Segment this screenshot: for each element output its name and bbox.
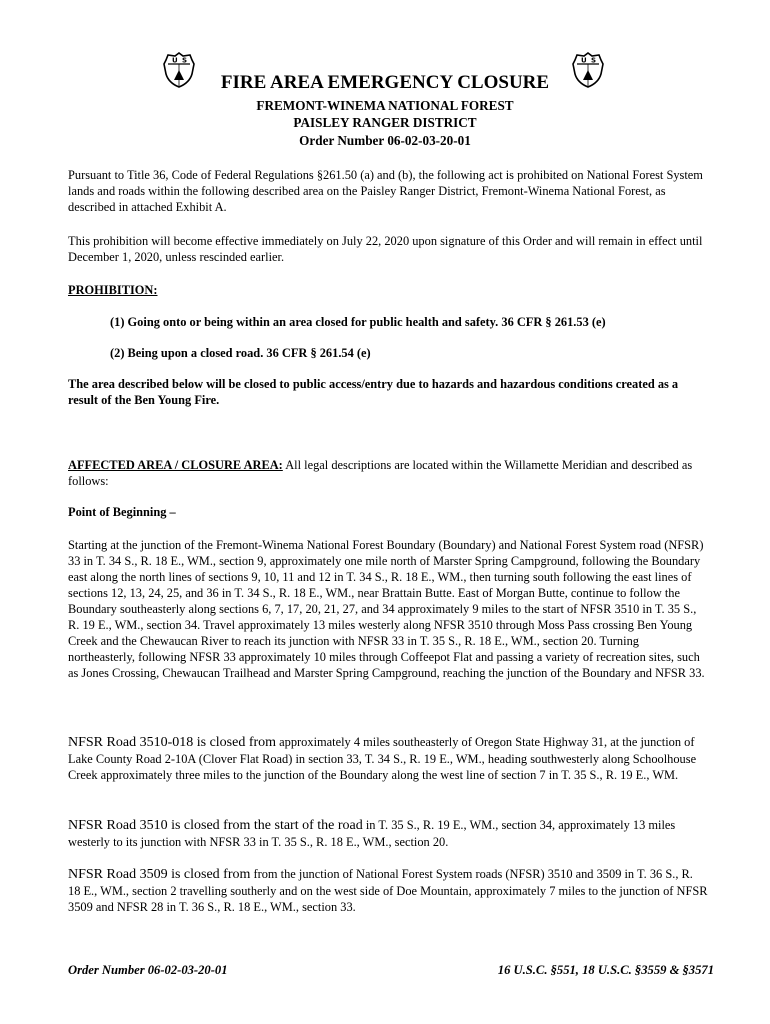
shield-letter-s: S (182, 56, 188, 65)
effective-date-paragraph: This prohibition will become effective immediately on July 22, 2020 upon signature of this Order and will remain in effect until December 1, 2020, unless rescinded earlier. (68, 234, 703, 264)
order-number: Order Number 06-02-03-20-01 (299, 133, 471, 148)
prohibition-item-2: (2) Being upon a closed road. 36 CFR § 261.54 (e) (110, 346, 371, 360)
forest-name: FREMONT-WINEMA NATIONAL FOREST (256, 98, 514, 113)
point-of-beginning-text: Starting at the junction of the Fremont-Winema National Forest Boundary (Boundary) and National Forest System road (NFSR) 33 in T. 34 S., R. 18 E., WM., section 9, approximately one mile north of Marster Spring Campground, following the Boundary east along the north lines of sections 9, 10, 11 and 12 in T. 34 S., R. 18 E., WM., then turning south following the east lines of sections 12, 13, 24, 25, and 36 in T. 34 S., R. 18 E., WM., near Brattain Butte. East of Morgan Butte, continue to follow the Boundary southeasterly along sections 6, 7, 17, 20, 21, 27, and 34 approximately 9 miles to the start of NFSR 3510 in T. 35 S., R. 19 E., WM., section 34. Travel approximately 13 miles westerly along NFSR 3510 through Moss Pass crossing Ben Young Creek and the Chewaucan River to reach its junction with NFSR 33 in T. 35 S., R. 18 E., WM., section 20. Turning northeasterly, following NFSR 33 approximately 10 miles through Coffeepot Flat and passing a variety of recreation sites, such as Jones Crossing, Chewaucan Trailhead and Marster Spring Campground, reaching the junction of the Boundary and NFSR 33. (68, 538, 705, 680)
footer-statutes: 16 U.S.C. §551, 18 U.S.C. §3559 & §3571 (497, 963, 714, 977)
affected-area-text: All legal descriptions are located within the Willamette Meridian and described as follows: (68, 458, 693, 488)
road-closure-3510 (68, 817, 708, 850)
shield-letter-u: U (172, 56, 178, 65)
road-text: from the junction of National Forest System roads (NFSR) 3510 and 3509 in T. 36 S., R. 18 E., WM., section 2 travelling southerly and on the west side of Doe Mountain, approximately 7 miles to the junction of NFSR 3509 and NFSR 28 in T. 36 S., R. 18 E., WM., section 33. (68, 867, 708, 914)
shield-letter-u: U (581, 56, 587, 65)
point-of-beginning-heading: Point of Beginning – (68, 505, 176, 519)
ranger-district: PAISLEY RANGER DISTRICT (293, 115, 477, 130)
road-text: in T. 35 S., R. 19 E., WM., section 34, approximately 13 miles westerly to its junction with NFSR 33 in T. 35 S., R. 18 E., WM., section 20. (68, 818, 676, 849)
road-lead: NFSR Road 3509 is closed from (68, 867, 251, 882)
closure-reason: The area described below will be closed to public access/entry due to hazards and hazardous conditions created as a result of the Ben Young Fire. (68, 377, 679, 407)
road-lead: NFSR Road 3510 is closed from the start of the road (68, 818, 363, 833)
prohibition-heading: PROHIBITION: (68, 283, 158, 297)
road-text: approximately 4 miles southeasterly of Oregon State Highway 31, at the junction of Lake County Road 2-10A (Clover Flat Road) in section 33, T. 34 S., R. 19 E., WM., heading southwesterly along Schoolhouse Creek approximately three miles to the junction of the Boundary along the west line of section 7 in T. 35 S., R. 19 E., WM. (68, 735, 697, 782)
footer-order-number: Order Number 06-02-03-20-01 (68, 963, 228, 977)
road-lead: NFSR Road 3510-018 is closed from (68, 735, 277, 750)
affected-area-paragraph (68, 457, 708, 489)
prohibition-item-1: (1) Going onto or being within an area closed for public health and safety. 36 CFR § 261.53 (e) (110, 315, 606, 329)
shield-letter-s: S (591, 56, 597, 65)
road-closure-3509 (68, 866, 708, 915)
authority-paragraph: Pursuant to Title 36, Code of Federal Regulations §261.50 (a) and (b), the following act is prohibited on National Forest System lands and roads within the following described area on the Paisley Ranger District, Fremont-Winema National Forest, as described in attached Exhibit A. (68, 168, 703, 214)
document-title: FIRE AREA EMERGENCY CLOSURE (220, 72, 550, 93)
road-closure-3510-018 (68, 734, 708, 783)
affected-area-heading: AFFECTED AREA / CLOSURE AREA: (68, 458, 283, 472)
